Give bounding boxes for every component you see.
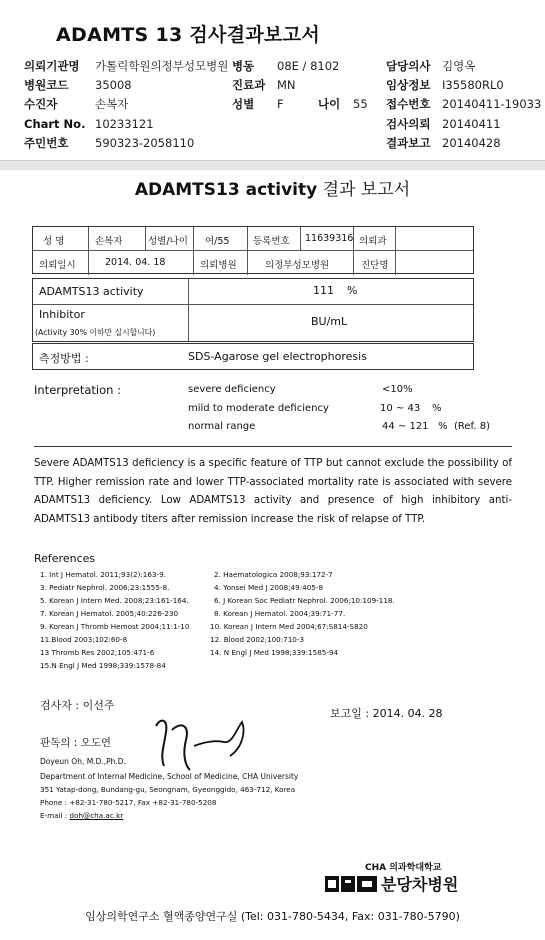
cha-logo-icon [325,874,379,894]
value-patient: 손복자 [95,97,129,111]
patient-info-table [32,226,474,274]
value-resident-no: 590323-2058110 [95,136,195,150]
ref-8: 8. Korean J Hematol. 2004;39:71-77. [214,609,346,618]
ref-7: 7. Korean J Hematol. 2005;40:226-230 [40,609,179,618]
label-ward: 병동 [232,59,255,73]
hosp-value: 의정부성모병원 [265,260,330,271]
phone: Phone : +82-31-780-5217, Fax +82-31-780-5208 [40,798,217,807]
label-result-report: 결과보고 [386,136,431,150]
label-requesting-institution: 의뢰기관명 [24,59,80,73]
email-link[interactable]: doh@cha.ac.kr [69,811,124,820]
activity-unit: % [347,284,358,297]
ref-15: 15.N Engl J Med 1998;339:1578-84 [40,661,166,670]
interp-severe-value: <10% [382,384,413,395]
ref-13: 13 Thromb Res 2002;105:471-6 [40,648,155,657]
logo-university: CHA 의과학대학교 [365,863,442,873]
signature-image [150,712,260,778]
header-row-1 [0,57,545,75]
interp-normal-label: normal range [188,421,256,432]
email-label: E-mail : [40,811,70,820]
ref-1: 1. Int J Hematol. 2011;93(2):163-9. [40,570,166,579]
result-table [32,278,474,342]
interp-normal-note: (Ref. 8) [454,421,490,432]
interp-normal-value: 44 ~ 121 [382,421,429,432]
diag-label: 진단명 [361,260,389,271]
ref-6: 6. J Korean Soc Pediatr Nephrol. 2006;10:109-118. [214,596,395,605]
value-receipt-no: 20140411-19033 [442,97,542,111]
label-test-request: 검사의뢰 [386,117,431,131]
inhibitor-unit: BU/mL [311,315,348,328]
regno-label: 등록번호 [253,236,290,247]
label-department: 진료과 [232,78,266,92]
label-clinical-info: 임상정보 [386,78,431,92]
report-title-rest: 결과 보고서 [317,180,411,200]
inhibitor-label: Inhibitor [39,308,85,321]
method-label: 측정방법 : [39,352,89,365]
reqdate-label: 의뢰일시 [39,260,76,271]
email-line [40,811,123,820]
ref-10: 10. Korean J Intern Med 2004;67:S814-S820 [210,622,368,631]
label-physician: 담당의사 [386,59,431,73]
value-test-request: 20140411 [442,117,501,131]
footer-contact: 임상의학연구소 혈액종양연구실 (Tel: 031-780-5434, Fax: 031-780-5790) [85,910,460,923]
header-row-5 [0,134,545,152]
interpretation-label: Interpretation : [34,383,121,397]
interp-severe-label: severe deficiency [188,384,276,395]
references-title: References [34,552,96,565]
value-result-report: 20140428 [442,136,501,150]
name-value: 손복자 [95,236,123,247]
header-separator [0,160,545,170]
ref-3: 3. Pediatr Nephrol. 2006;23:1555-8. [40,583,170,592]
interp-mild-label: mild to moderate deficiency [188,403,329,414]
reader: 판독의 : 오도연 [40,737,112,749]
method-box [32,343,474,370]
reqdate-value: 2014. 04. 18 [105,257,166,268]
activity-value: 111 [313,284,334,297]
ref-4: 4. Yonsei Med J 2008;49:405-8 [214,583,324,592]
dept-label: 의뢰과 [359,236,387,247]
activity-label: ADAMTS13 activity [39,285,144,298]
report-title-bold: ADAMTS13 activity [134,180,318,200]
label-age: 나이 [318,97,341,111]
label-hospital-code: 병원코드 [24,78,69,92]
label-patient: 수진자 [24,97,58,111]
label-chart-no: Chart No. [24,117,86,131]
value-chart-no: 10233121 [95,117,154,131]
ref-12: 12. Blood 2002;100:710-3 [210,635,305,644]
ref-2: 2. Haematologica 2008;93:172-7 [214,570,333,579]
hosp-label: 의뢰병원 [200,260,237,271]
examiner: 검사자 : 이선주 [40,699,115,712]
interp-mild-unit: % [432,403,442,414]
name-label: 성 명 [43,236,65,247]
value-sex: F [277,97,284,111]
header-row-3 [0,95,545,113]
sexage-value: 여/55 [205,236,230,247]
value-hospital-code: 35008 [95,78,132,92]
department-en: Department of Internal Medicine, School of Medicine, CHA University [40,772,299,781]
header-title: ADAMTS 13 검사결과보고서 [56,24,320,46]
reader-en: Doyeun Oh, M.D.,Ph.D. [40,757,126,766]
value-clinical-info: I35580RL0 [442,78,504,92]
value-ward: 08E / 8102 [277,59,340,73]
regno-value: 11639316 [305,233,354,244]
report-date: 보고일 : 2014. 04. 28 [330,707,443,720]
value-physician: 김영옥 [442,59,476,73]
value-department: MN [277,78,296,92]
interp-mild-value: 10 ~ 43 [380,403,421,414]
sexage-label: 성별/나이 [148,236,188,247]
report-title [0,175,545,200]
label-sex: 성별 [232,97,255,111]
label-receipt-no: 접수번호 [386,97,431,111]
ref-11: 11.Blood 2003;102:60-8 [40,635,128,644]
header-row-4 [0,115,545,133]
logo-hospital-name: 분당차병원 [381,875,459,894]
label-resident-no: 주민번호 [24,136,69,150]
value-requesting-institution: 가톨릭학원의정부성모병원 [95,59,229,73]
ref-5: 5. Korean J Intern Med. 2008;23:161-164. [40,596,189,605]
value-age: 55 [353,97,368,111]
report-header [0,0,545,160]
hospital-logo [325,860,505,898]
header-row-2 [0,76,545,94]
interp-normal-unit: % [438,421,448,432]
explanation-paragraph: Severe ADAMTS13 deficiency is a specific feature of TTP but cannot exclude the possibility of TTP. Higher remission rate and lower TTP-associated mortality rate is associated with severe ADAMTS13 deficiency. Low ADAMTS13 activity and presence of high inhibitory anti-ADAMTS13 antibody titers after remission increase the risk of relapse of TTP. [34,458,512,525]
inhibitor-note: (Activity 30% 이하만 실시합니다) [35,328,156,337]
ref-14: 14. N Engl J Med 1998;339:1585-94 [210,648,339,657]
ref-9: 9. Korean J Thromb Hemost 2004;11:1-10 [40,622,190,631]
address: 351 Yatap-dong, Bundang-gu, Seongnam, Gyeonggido, 463-712, Korea [40,785,296,794]
para-rule [34,446,512,447]
method-value: SDS-Agarose gel electrophoresis [188,350,367,363]
